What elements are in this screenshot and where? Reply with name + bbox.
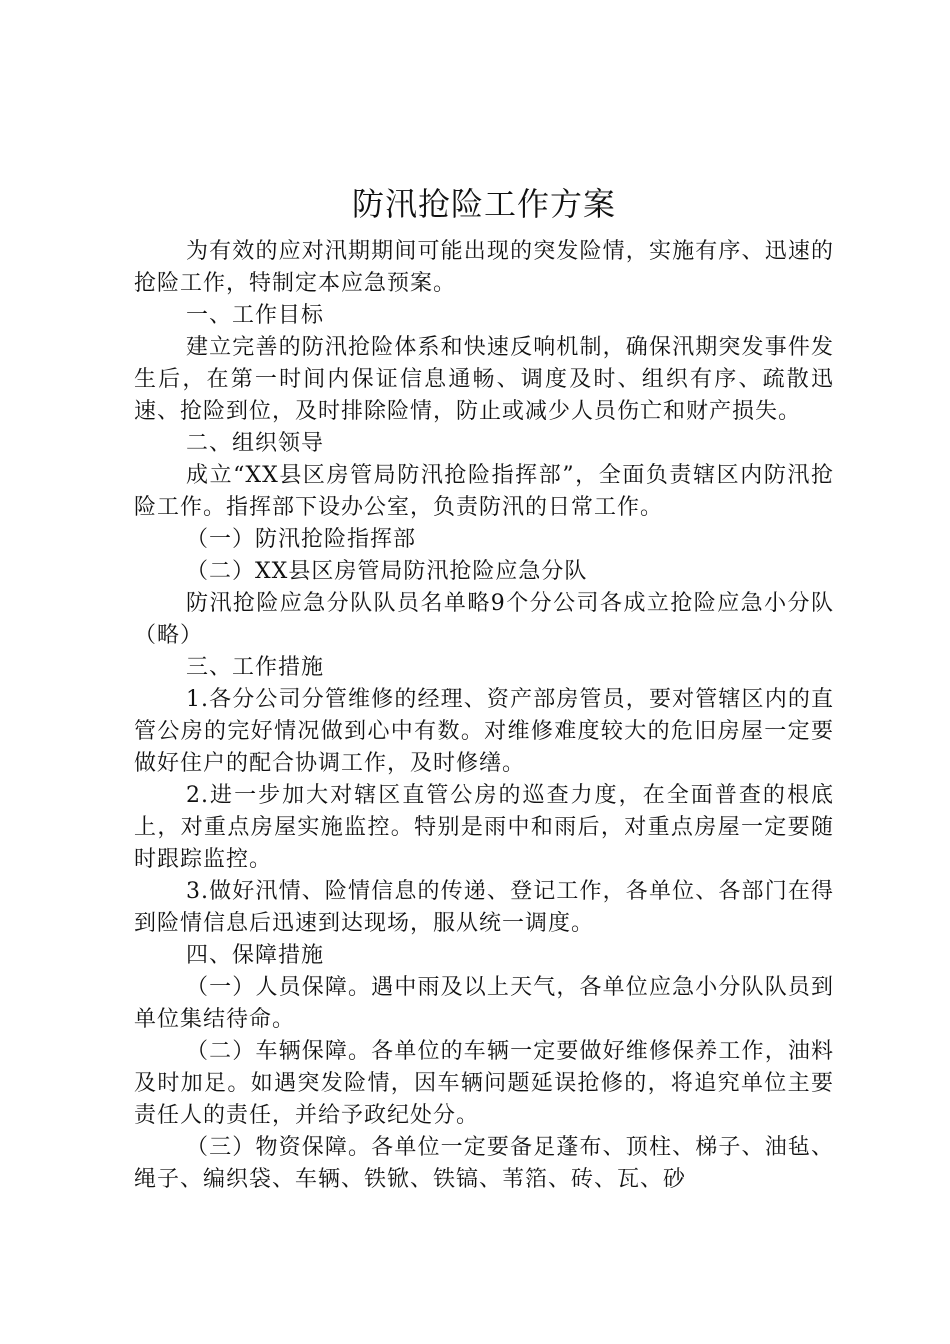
paragraph-support-vehicles: （二）车辆保障。各单位的车辆一定要做好维修保养工作，油料及时加足。如遇突发险情，因车辆问题延误抢修的，将追究单位主要责任人的责任，并给予政纪处分。 — [134, 1039, 834, 1128]
paragraph-measure-3: 3.做好汛情、险情信息的传递、登记工作，各单位、各部门在得到险情信息后迅速到达现场，服从统一调度。 — [134, 879, 834, 936]
paragraph-measure-1: 1.各分公司分管维修的经理、资产部房管员，要对管辖区内的直管公房的完好情况做到心中有数。对维修难度较大的危旧房屋一定要做好住户的配合协调工作，及时修缮。 — [134, 687, 834, 776]
document-body — [134, 236, 834, 1196]
paragraph-measure-2: 2.进一步加大对辖区直管公房的巡查力度，在全面普查的根底上，对重点房屋实施监控。特别是雨中和雨后，对重点房屋一定要随时跟踪监控。 — [134, 783, 834, 872]
paragraph-goals: 建立完善的防汛抢险体系和快速反响机制，确保汛期突发事件发生后，在第一时间内保证信息通畅、调度及时、组织有序、疏散迅速、抢险到位，及时排除险情，防止或减少人员伤亡和财产损失。 — [134, 335, 834, 424]
section-heading-leadership: 二、组织领导 — [186, 431, 325, 456]
document-title: 防汛抢险工作方案 — [351, 185, 616, 223]
section-heading-support: 四、保障措施 — [186, 943, 325, 968]
paragraph-support-personnel: （一）人员保障。遇中雨及以上天气，各单位应急小分队队员到单位集结待命。 — [134, 975, 834, 1032]
paragraph-leadership: 成立“XX县区房管局防汛抢险指挥部”，全面负责辖区内防汛抢险工作。指挥部下设办公室，负责防汛的日常工作。 — [134, 463, 834, 520]
subheading-command: （一）防汛抢险指挥部 — [186, 527, 417, 552]
intro-paragraph: 为有效的应对汛期期间可能出现的突发险情，实施有序、迅速的抢险工作，特制定本应急预案。 — [134, 239, 834, 296]
subheading-emergency-team: （二）XX县区房管局防汛抢险应急分队 — [186, 559, 588, 584]
paragraph-team-list: 防汛抢险应急分队队员名单略9个分公司各成立抢险应急小分队（略） — [134, 591, 834, 648]
section-heading-measures: 三、工作措施 — [186, 655, 325, 680]
document-page — [134, 180, 834, 1196]
section-heading-goals: 一、工作目标 — [186, 303, 325, 328]
paragraph-support-materials: （三）物资保障。各单位一定要备足蓬布、顶柱、梯子、油毡、绳子、编织袋、车辆、铁锨、铁镐、苇箔、砖、瓦、砂 — [134, 1135, 834, 1192]
